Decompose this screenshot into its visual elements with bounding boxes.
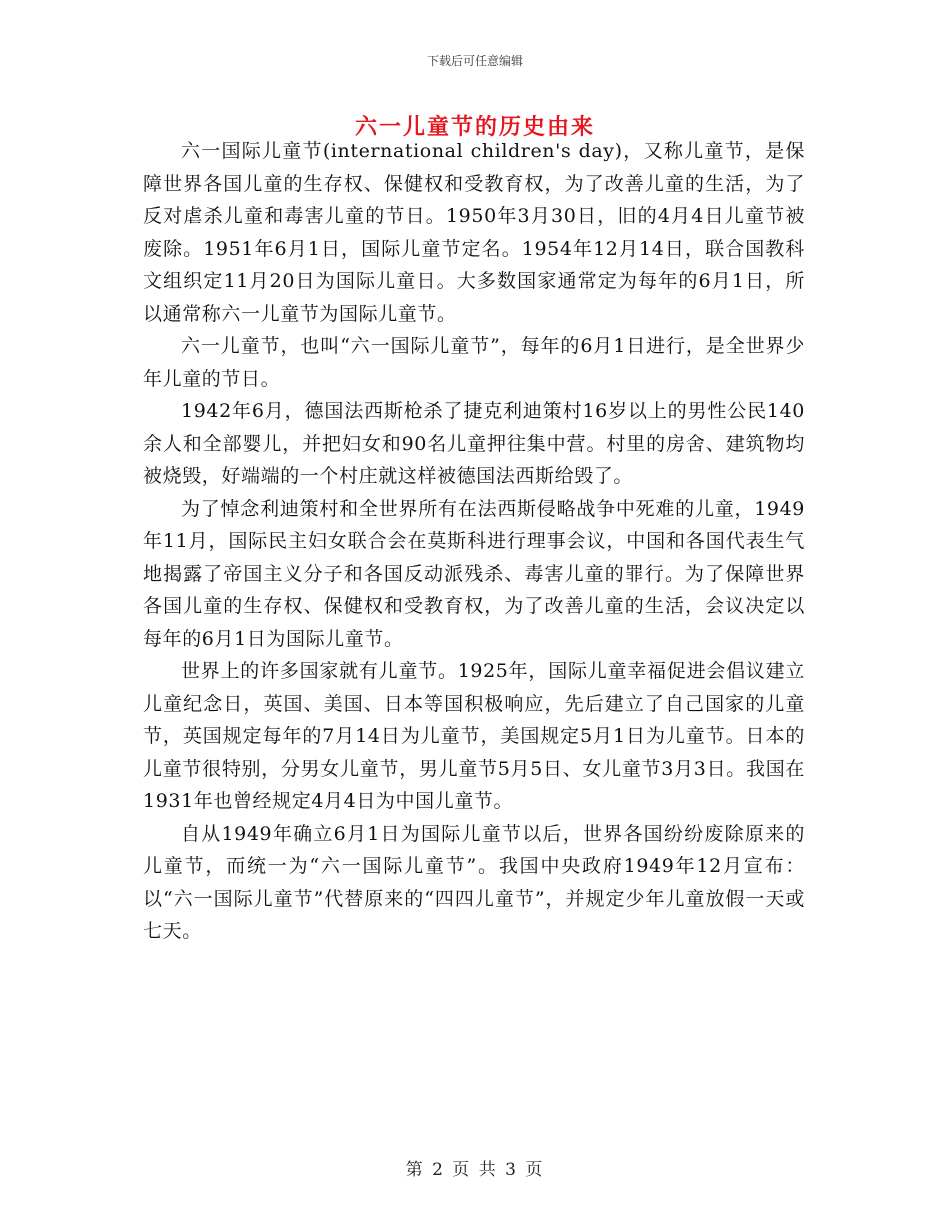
paragraph-1: 六一国际儿童节(international children's day)，又称儿童节，是保障世界各国儿童的生存权、保健权和受教育权，为了改善儿童的生活，为了反对虐杀儿童和毒害儿童的节日。1950年3月30日，旧的4月4日儿童节被废除。1951年6月1日，国际儿童节定名。1954年12月14日，联合国教科文组织定11月20日为国际儿童日。大多数国家通常定为每年的6月1日，所以通常称六一儿童节为国际儿童节。 bbox=[143, 140, 805, 325]
document-body bbox=[143, 135, 805, 948]
page-number-footer: 第 2 页 共 3 页 bbox=[405, 1160, 545, 1180]
document-title: 六一儿童节的历史由来 bbox=[354, 115, 595, 140]
paragraph-3: 1942年6月，德国法西斯枪杀了捷克利迪策村16岁以上的男性公民140余人和全部婴儿，并把妇女和90名儿童押往集中营。村里的房舍、建筑物均被烧毁，好端端的一个村庄就这样被德国法西斯给毁了。 bbox=[143, 400, 805, 487]
page-header-note: 下载后可任意编辑 bbox=[426, 54, 523, 68]
paragraph-2: 六一儿童节，也叫“六一国际儿童节”，每年的6月1日进行，是全世界少年儿童的节日。 bbox=[143, 335, 805, 390]
paragraph-4: 为了悼念利迪策村和全世界所有在法西斯侵略战争中死难的儿童，1949年11月，国际民主妇女联合会在莫斯科进行理事会议，中国和各国代表生气地揭露了帝国主义分子和各国反动派残杀、毒害儿童的罪行。为了保障世界各国儿童的生存权、保健权和受教育权，为了改善儿童的生活，会议决定以每年的6月1日为国际儿童节。 bbox=[143, 497, 805, 650]
paragraph-5: 世界上的许多国家就有儿童节。1925年，国际儿童幸福促进会倡议建立儿童纪念日，英国、美国、日本等国积极响应，先后建立了自己国家的儿童节，英国规定每年的7月14日为儿童节，美国规定5月1日为儿童节。日本的儿童节很特别，分男女儿童节，男儿童节5月5日、女儿童节3月3日。我国在1931年也曾经规定4月4日为中国儿童节。 bbox=[143, 660, 805, 812]
paragraph-6: 自从1949年确立6月1日为国际儿童节以后，世界各国纷纷废除原来的儿童节，而统一为“六一国际儿童节”。我国中央政府1949年12月宣布：以“六一国际儿童节”代替原来的“四四儿童节”，并规定少年儿童放假一天或七天。 bbox=[143, 822, 805, 942]
